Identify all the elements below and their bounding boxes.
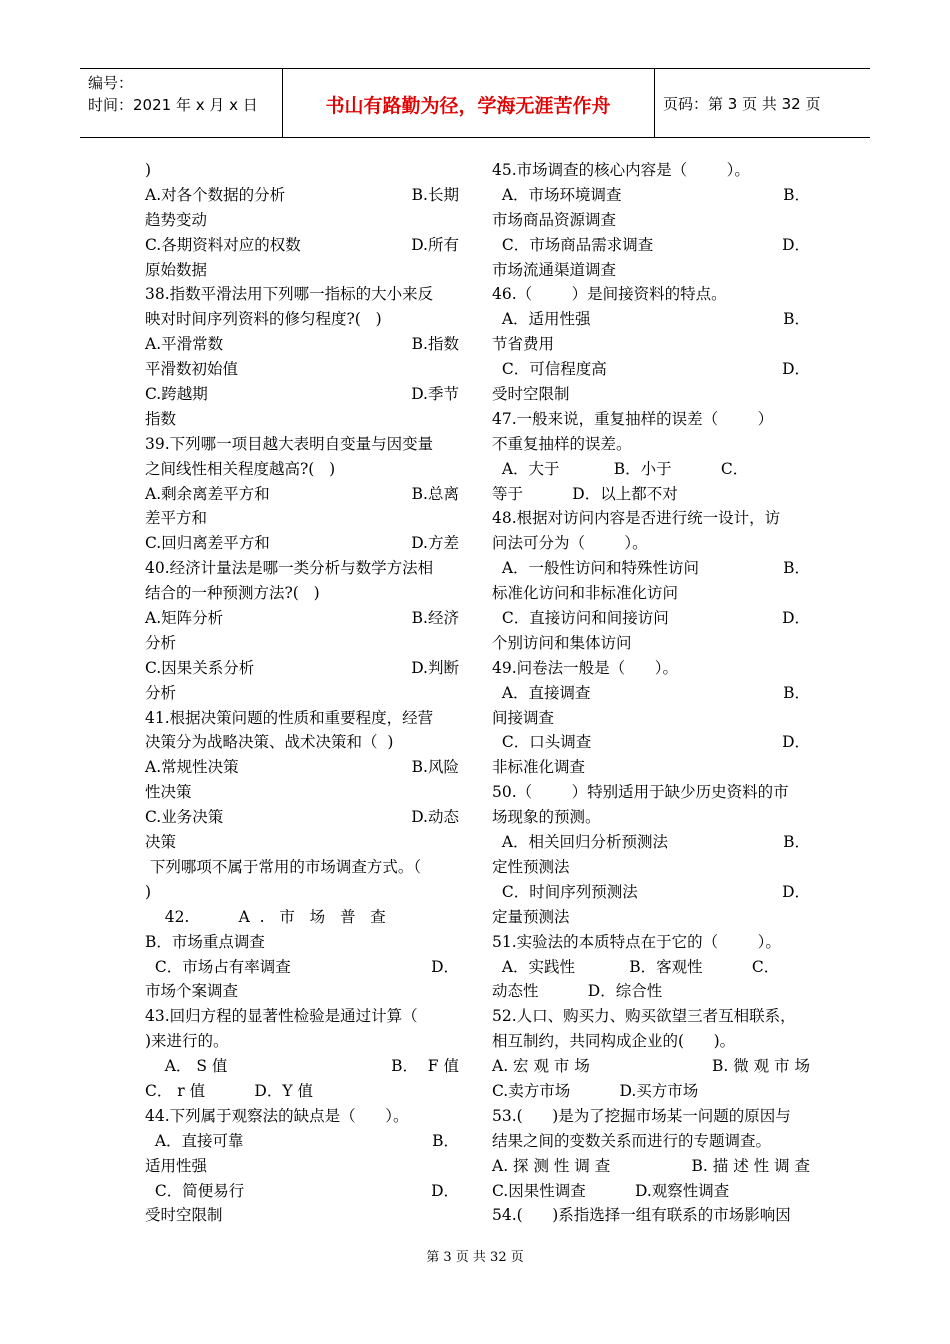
text-line [492,1004,810,1029]
text-line [145,1104,459,1129]
right-column [492,158,810,1228]
line-text: C．口头调查 [492,733,592,752]
line-option: B． [783,683,810,702]
line-option: B． [783,559,810,578]
line-text: C.各期资料对应的权数 [145,235,301,254]
text-line [492,656,810,681]
text-line [492,531,810,556]
text-line [492,208,810,233]
line-text: 45.市场调查的核心内容是（ ）。 [492,161,750,179]
line-text: A.常规性决策 [145,758,239,777]
line-text: 54.( )系指选择一组有联系的市场影响因 [492,1206,791,1225]
text-line [145,606,459,631]
text-line [145,233,459,258]
line-text: 48.根据对访问内容是否进行统一设计，访 [492,509,781,528]
line-text: 50.（ ）特别适用于缺少历史资料的市 [492,783,789,802]
line-text: A．适用性强 [492,310,591,329]
line-option: B． F 值 [391,1057,459,1076]
line-text: 问法可分为（ ）。 [492,534,648,553]
line-option: D． [782,733,810,752]
line-option: D． [782,609,810,628]
text-line [492,233,810,258]
line-text: 分析 [145,683,177,702]
text-line [492,332,810,357]
line-text: 不重复抽样的误差。 [492,434,632,453]
line-option: B． [783,310,810,329]
text-line [145,258,459,283]
line-option: D.动态 [411,808,459,827]
line-text: A．直接调查 [492,683,591,702]
text-line [492,1203,810,1228]
left-column [145,158,459,1228]
text-line [492,1129,810,1154]
line-text: 相互制约，共同构成企业的( )。 [492,1032,736,1051]
line-text: 下列哪项不属于常用的市场调查方式。（ [145,857,422,876]
line-option: B． [783,833,810,852]
line-text: 49.问卷法一般是（ ）。 [492,658,678,677]
text-line [492,258,810,283]
line-text: 47.一般来说，重复抽样的误差（ ） [492,409,774,428]
text-line [145,805,459,830]
line-text: 映对时间序列资料的修匀程度?( ) [145,310,382,329]
line-text: 节省费用 [492,335,555,354]
line-text: 42. A . 市 场 普 查 [145,907,386,926]
text-line [492,979,810,1004]
text-line [145,307,459,332]
line-text: 53.( )是为了挖掘市场某一问题的原因与 [492,1106,791,1125]
line-option: D.判断 [411,658,459,677]
line-text: 43.回归方程的显著性检验是通过计算（ [145,1007,418,1026]
line-option: B.总离 [411,484,459,503]
line-text: 结果之间的变数关系而进行的专题调查。 [492,1131,772,1150]
line-text: 52.人口、购买力、购买欲望三者互相联系， [492,1007,796,1026]
line-text: 市场个案调查 [145,982,239,1001]
page-footer: 第 3 页 共 32 页 [426,1250,524,1265]
line-option: B.经济 [411,609,459,628]
line-text: ) [145,161,152,179]
line-option: D． [782,882,810,901]
line-text: A.剩余离差平方和 [145,484,270,503]
line-text: A．大于 B．小于 C． [492,459,749,478]
line-text: C.因果关系分析 [145,658,255,677]
line-text: 决策 [145,833,177,852]
line-option: D． [782,235,810,254]
text-line [145,282,459,307]
text-line [492,382,810,407]
line-text: C．时间序列预测法 [492,882,638,901]
line-text: 市场商品资源调查 [492,210,617,229]
text-line [145,955,459,980]
text-line [492,730,810,755]
line-text: ) [145,882,152,901]
line-text: 39.下列哪一项目越大表明自变量与因变量 [145,434,434,453]
text-line [145,208,459,233]
line-text: A．直接可靠 [145,1131,244,1150]
line-option: B. 描 述 性 调 查 [691,1156,810,1175]
line-text: A.对各个数据的分析 [145,185,286,204]
line-text: 46.（ ）是间接资料的特点。 [492,285,727,304]
text-line [145,531,459,556]
text-line [492,581,810,606]
line-text: A．实践性 B．客观性 C． [492,957,780,976]
text-line [145,855,459,880]
line-option: D.所有 [411,235,459,254]
text-line [492,805,810,830]
line-text: 定量预测法 [492,907,570,926]
page-header [80,68,870,138]
line-option: D． [431,1181,459,1200]
line-text: 分析 [145,633,177,652]
line-text: 标准化访问和非标准化访问 [492,584,679,603]
line-text: 结合的一种预测方法?( ) [145,584,320,603]
text-line [492,1029,810,1054]
line-text: C.卖方市场 D.买方市场 [492,1081,699,1100]
text-line [145,357,459,382]
line-text: 指数 [145,409,177,428]
text-line [145,979,459,1004]
text-line [145,1203,459,1228]
text-line [145,158,459,183]
text-line [492,158,810,183]
text-line [145,1004,459,1029]
line-text: 受时空限制 [145,1206,223,1225]
text-line [492,631,810,656]
text-line [145,1054,459,1079]
line-option: B． [432,1131,459,1150]
text-line [145,1029,459,1054]
line-text: C.回归离差平方和 [145,534,270,553]
text-line [492,855,810,880]
line-option: D.季节 [411,385,459,404]
text-line [145,656,459,681]
text-line [145,706,459,731]
line-text: C． r 值 D．Y 值 [145,1081,313,1100]
text-line [492,407,810,432]
line-text: 定性预测法 [492,857,570,876]
text-line [145,1129,459,1154]
line-text: )来进行的。 [145,1032,229,1051]
line-text: 趋势变动 [145,210,208,229]
text-line [145,730,459,755]
line-text: 38.指数平滑法用下列哪一指标的大小来反 [145,285,434,304]
text-line [492,955,810,980]
line-text: C．简便易行 [145,1181,245,1200]
number-label: 编号： [88,74,134,92]
text-line [492,1054,810,1079]
text-line [145,581,459,606]
line-text: 适用性强 [145,1156,208,1175]
text-line [145,506,459,531]
line-text: 动态性 D．综合性 [492,982,663,1001]
line-text: C．市场商品需求调查 [492,235,654,254]
text-line [492,905,810,930]
text-line [492,1154,810,1179]
text-line [492,1079,810,1104]
line-text: A．相关回归分析预测法 [492,833,669,852]
text-line [145,905,459,930]
text-line [145,880,459,905]
text-line [145,930,459,955]
text-line [492,307,810,332]
line-option: D． [431,957,459,976]
text-line [145,830,459,855]
text-line [492,357,810,382]
line-option: B.风险 [411,758,459,777]
text-line [492,706,810,731]
line-text: 个别访问和集体访问 [492,633,632,652]
text-line [492,681,810,706]
line-text: A.矩阵分析 [145,609,224,628]
text-line [145,482,459,507]
line-text: 受时空限制 [492,385,570,404]
text-line [492,755,810,780]
line-text: A．一般性访问和特殊性访问 [492,559,700,578]
line-text: 等于 D．以上都不对 [492,484,678,503]
motto: 书山有路勤为径，学海无涯苦作舟 [325,95,611,117]
text-line [492,183,810,208]
text-line [145,382,459,407]
text-line [492,780,810,805]
line-text: 41.根据决策问题的性质和重要程度，经营 [145,708,434,727]
text-line [492,1179,810,1204]
line-text: A.平滑常数 [145,335,224,354]
line-text: C.因果性调查 D.观察性调查 [492,1181,730,1200]
page-label: 页码：第 3 页 共 32 页 [663,95,821,113]
text-line [145,556,459,581]
line-text: 44.下列属于观察法的缺点是（ ）。 [145,1106,409,1125]
text-line [492,457,810,482]
line-option: D.方差 [411,534,459,553]
line-text: 间接调查 [492,708,555,727]
line-option: B. 微 观 市 场 [711,1057,810,1076]
line-text: 场现象的预测。 [492,808,601,827]
line-text: B．市场重点调查 [145,932,265,951]
line-text: 51.实验法的本质特点在于它的（ ）。 [492,932,781,951]
line-text: 40.经济计量法是哪一类分析与数学方法相 [145,559,434,578]
text-line [145,1079,459,1104]
line-option: B.指数 [411,335,459,354]
text-line [492,556,810,581]
text-line [492,282,810,307]
text-line [492,1104,810,1129]
line-text: C．可信程度高 [492,360,607,379]
line-option: B． [783,185,810,204]
text-line [492,482,810,507]
line-text: A．市场环境调查 [492,185,622,204]
text-line [492,830,810,855]
text-line [145,332,459,357]
header-meta [88,72,258,116]
line-text: 之间线性相关程度越高?( ) [145,459,336,478]
text-line [145,755,459,780]
time-label: 时间：2021 年 x 月 x 日 [88,96,258,114]
text-line [145,432,459,457]
line-text: A. 探 测 性 调 查 [492,1156,611,1175]
line-text: C.跨越期 [145,385,208,404]
text-line [492,880,810,905]
text-line [145,407,459,432]
text-line [145,457,459,482]
text-line [492,930,810,955]
text-line [145,631,459,656]
line-text: 平滑数初始值 [145,360,239,379]
text-line [492,432,810,457]
text-line [145,1154,459,1179]
text-line [492,606,810,631]
line-text: 差平方和 [145,509,208,528]
text-line [492,506,810,531]
line-option: D． [782,360,810,379]
text-line [145,1179,459,1204]
line-text: C．市场占有率调查 [145,957,291,976]
line-text: C.业务决策 [145,808,224,827]
line-option: B.长期 [411,185,459,204]
line-text: A. 宏 观 市 场 [492,1057,590,1076]
line-text: 决策分为战略决策、战术决策和（ ) [145,733,394,752]
line-text: 市场流通渠道调查 [492,260,617,279]
text-line [145,780,459,805]
text-line [145,681,459,706]
line-text: A． S 值 [145,1057,228,1076]
line-text: 原始数据 [145,260,208,279]
line-text: 非标准化调查 [492,758,586,777]
line-text: 性决策 [145,783,192,802]
text-line [145,183,459,208]
line-text: C．直接访问和间接访问 [492,609,669,628]
